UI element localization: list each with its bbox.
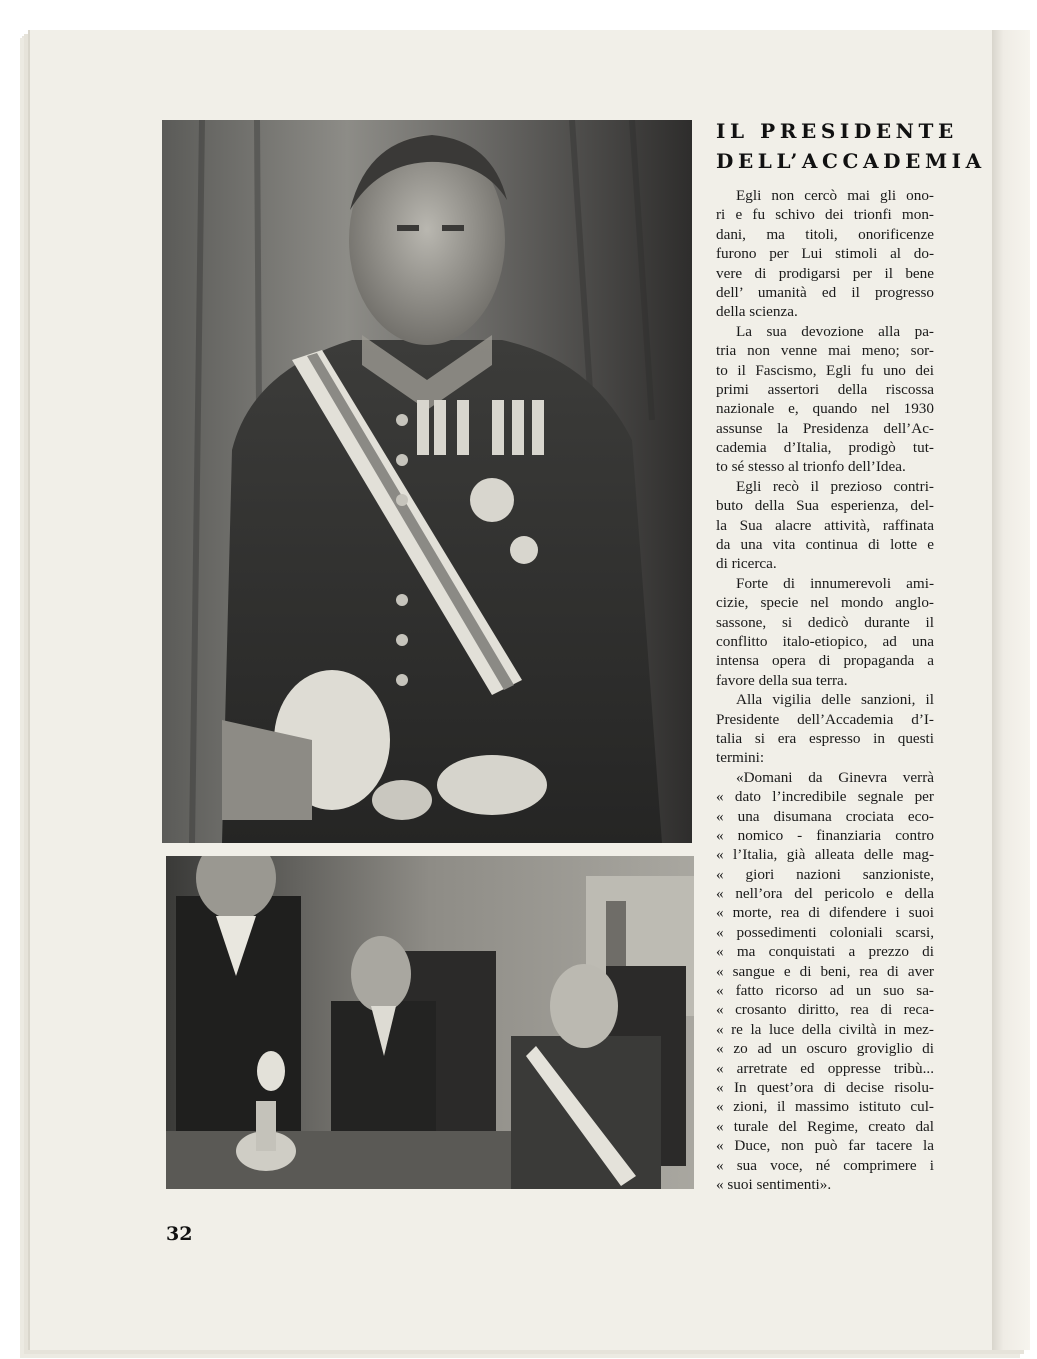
- body-line: « giori nazioni sanzioniste,: [716, 865, 934, 883]
- body-line: vere di prodigarsi per il bene: [716, 264, 934, 282]
- body-line: « re la luce della civiltà in mez-: [716, 1020, 934, 1038]
- body-line: « dato l’incredibile segnale per: [716, 788, 934, 806]
- article-body: [716, 186, 934, 1194]
- meeting-photo: [166, 856, 694, 1189]
- body-line: termini:: [716, 749, 765, 767]
- body-line: furono per Lui stimoli al do-: [716, 245, 934, 263]
- body-line: « zo ad un oscuro groviglio di: [716, 1040, 934, 1058]
- body-line: conflitto italo-etiopico, ad una: [716, 632, 934, 650]
- body-line: di ricerca.: [716, 555, 777, 573]
- body-line: dani, ma titoli, onorificenze: [716, 225, 934, 243]
- heading-line-1: IL PRESIDENTE: [716, 119, 958, 143]
- body-line: buto della Sua esperienza, del-: [716, 497, 934, 515]
- body-line: intensa opera di propaganda a: [716, 652, 934, 670]
- body-line: La sua devozione alla pa-: [736, 322, 934, 340]
- body-line: dell’ umanità ed il progresso: [716, 283, 934, 301]
- body-line: Presidente dell’Accademia d’I-: [716, 710, 934, 728]
- body-line: « arretrate ed oppresse tribù...: [716, 1059, 934, 1077]
- body-line: la Sua alacre attività, raffinata: [716, 516, 934, 534]
- portrait-photo: [162, 120, 692, 843]
- body-line: ri e fu schivo dei trionfi mon-: [716, 206, 934, 224]
- body-line: « suoi sentimenti».: [716, 1175, 832, 1193]
- body-line: della scienza.: [716, 303, 798, 321]
- body-line: « una disumana crociata eco-: [716, 807, 934, 825]
- body-line: « nomico - finanziaria contro: [716, 826, 934, 844]
- body-line: « nell’ora del pericolo e della: [716, 885, 934, 903]
- page-gutter-shadow: [992, 30, 1030, 1350]
- heading-line-2: DELL’ACCADEMIA: [716, 149, 986, 173]
- body-line: «Domani da Ginevra verrà: [736, 768, 934, 786]
- body-line: Egli recò il prezioso contri-: [736, 477, 934, 495]
- body-line: « sua voce, né comprimere i: [716, 1156, 934, 1174]
- body-line: nazionale e, quando nel 1930: [716, 400, 934, 418]
- body-line: favore della sua terra.: [716, 671, 848, 689]
- body-line: « Duce, non può far tacere la: [716, 1137, 934, 1155]
- body-line: « zioni, il massimo istituto cul-: [716, 1098, 934, 1116]
- body-line: to sé stesso al trionfo dell’Idea.: [716, 458, 906, 476]
- body-line: talia si era espresso in questi: [716, 729, 934, 747]
- body-line: « l’Italia, già alleata delle mag-: [716, 846, 934, 864]
- body-line: Forte di innumerevoli ami-: [736, 574, 934, 592]
- body-line: « morte, rea di difendere i suoi: [716, 904, 934, 922]
- body-line: « possedimenti coloniali scarsi,: [716, 923, 934, 941]
- article-heading: [716, 116, 986, 176]
- body-line: « fatto ricorso ad un suo sa-: [716, 982, 934, 1000]
- body-line: to il Fascismo, Egli fu uno dei: [716, 361, 934, 379]
- body-line: da una vita continua di lotte e: [716, 536, 934, 554]
- body-line: tria non venne mai meno; sor-: [716, 342, 934, 360]
- body-line: assunse la Presidenza dell’Ac-: [716, 419, 934, 437]
- body-line: cizie, specie nel mondo anglo-: [716, 594, 934, 612]
- page-number: 32: [166, 1223, 193, 1245]
- body-line: « In quest’ora di decise risolu-: [716, 1078, 934, 1096]
- body-line: « turale del Regime, creato dal: [716, 1117, 934, 1135]
- body-line: « ma conquistati a prezzo di: [716, 943, 934, 961]
- body-line: Egli non cercò mai gli ono-: [736, 187, 934, 204]
- body-line: Alla vigilia delle sanzioni, il: [736, 691, 934, 709]
- body-line: primi assertori della riscossa: [716, 380, 934, 398]
- body-line: « crosanto diritto, rea di reca-: [716, 1001, 934, 1019]
- body-line: « sangue e di beni, rea di aver: [716, 962, 934, 980]
- body-line: sassone, si dedicò durante il: [716, 613, 934, 631]
- body-line: cademia d’Italia, prodigò tut-: [716, 439, 934, 457]
